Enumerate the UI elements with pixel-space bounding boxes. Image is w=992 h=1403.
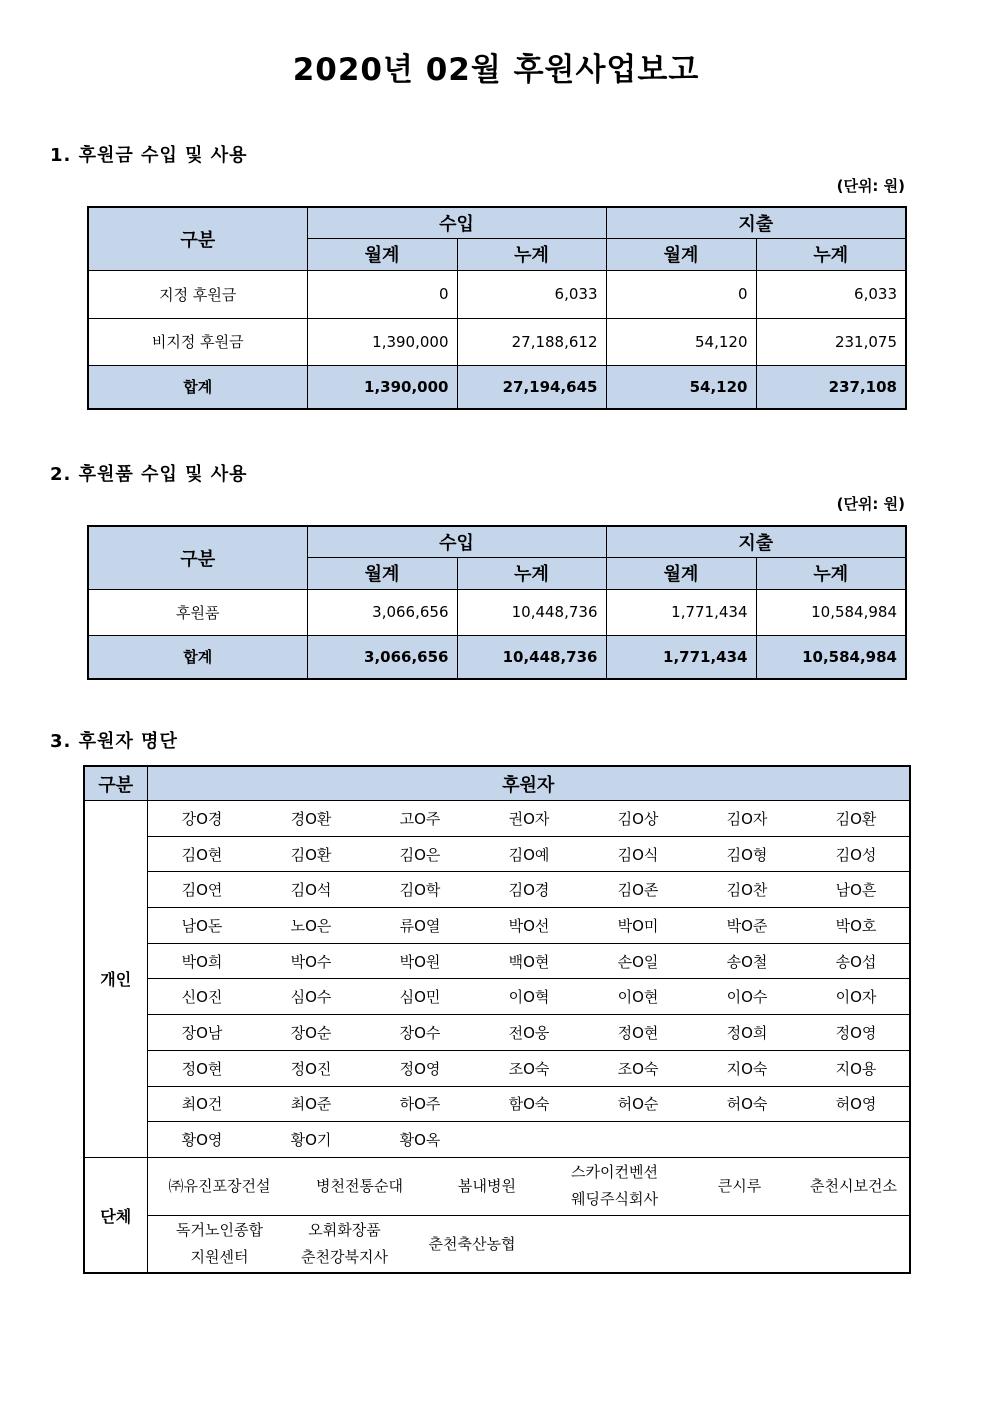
section2-unit: (단위: 원) bbox=[836, 495, 905, 513]
donor-name: 박O호 bbox=[835, 916, 877, 935]
donor-name: 심O수 bbox=[290, 988, 332, 1007]
income-monthly-header: 월계 bbox=[307, 238, 457, 270]
donor-row bbox=[84, 1122, 910, 1158]
donor-name: 류O열 bbox=[399, 916, 441, 935]
donor-name: 정O진 bbox=[290, 1059, 332, 1078]
donor-name: 허O영 bbox=[835, 1095, 877, 1114]
donor-name: 장O순 bbox=[290, 1023, 332, 1042]
donor-name: 박O선 bbox=[508, 916, 550, 935]
donor-name: 노O은 bbox=[290, 916, 332, 935]
donor-name: 이O자 bbox=[835, 988, 877, 1007]
income-header: 수입 bbox=[307, 526, 606, 557]
donor-name: 백O현 bbox=[508, 952, 550, 971]
section2-heading: 2. 후원품 수입 및 사용 bbox=[50, 464, 248, 485]
donor-name: 강O경 bbox=[181, 809, 223, 828]
donor-name: 김O식 bbox=[617, 845, 659, 864]
income-month-value: 3,066,656 bbox=[307, 589, 457, 635]
donor-name: 박O준 bbox=[726, 916, 768, 935]
organization-name: 병천전통순대 bbox=[316, 1176, 403, 1195]
donor-name: 송O철 bbox=[726, 952, 768, 971]
donor-name: 박O희 bbox=[181, 952, 223, 971]
organization-name: 봄내병원 bbox=[458, 1176, 516, 1195]
donor-name: 김O성 bbox=[835, 845, 877, 864]
income-cumulative-header: 누계 bbox=[457, 557, 606, 589]
expense-cum-value: 231,075 bbox=[756, 318, 906, 365]
income-cum-value: 10,448,736 bbox=[457, 589, 606, 635]
donor-name: 조O숙 bbox=[508, 1059, 550, 1078]
donation-money-table bbox=[87, 206, 907, 410]
table-row bbox=[88, 270, 906, 318]
donor-name: 송O섭 bbox=[835, 952, 877, 971]
donor-name: 김O환 bbox=[290, 845, 332, 864]
donor-name: 황O기 bbox=[290, 1131, 332, 1150]
donor-row bbox=[84, 1086, 910, 1122]
donor-name: 장O남 bbox=[181, 1023, 223, 1042]
donor-list-table bbox=[83, 765, 911, 1274]
expense-header: 지출 bbox=[606, 207, 906, 238]
expense-cumulative-header: 누계 bbox=[756, 557, 906, 589]
expense-month-value: 1,771,434 bbox=[606, 589, 756, 635]
donor-name: 황O옥 bbox=[399, 1131, 441, 1150]
donor-name: 신O진 bbox=[181, 988, 223, 1007]
row-label: 지정 후원금 bbox=[88, 270, 307, 318]
donor-name: 정O희 bbox=[726, 1023, 768, 1042]
donor-name: 박O수 bbox=[290, 952, 332, 971]
donor-name: 지O용 bbox=[835, 1059, 877, 1078]
organization-name: 오휘화장품 춘천강북지사 bbox=[301, 1221, 388, 1267]
donor-name: 정O영 bbox=[835, 1023, 877, 1042]
table-row bbox=[88, 589, 906, 635]
income-month-value: 1,390,000 bbox=[307, 318, 457, 365]
donor-category-header: 구분 bbox=[84, 766, 147, 801]
organization-name: 큰시루 bbox=[717, 1176, 762, 1195]
donor-header: 후원자 bbox=[147, 766, 910, 801]
group-category: 단체 bbox=[84, 1157, 147, 1273]
donor-name: 박O미 bbox=[617, 916, 659, 935]
row-label: 후원품 bbox=[88, 589, 307, 635]
donor-name: 전O웅 bbox=[508, 1023, 550, 1042]
donor-name: 정O현 bbox=[181, 1059, 223, 1078]
donor-name: 김O존 bbox=[617, 881, 659, 900]
donor-name: 지O숙 bbox=[726, 1059, 768, 1078]
donor-name: 최O건 bbox=[181, 1095, 223, 1114]
donor-name: 김O연 bbox=[181, 881, 223, 900]
section3-heading: 3. 후원자 명단 bbox=[50, 731, 178, 752]
income-month-value: 0 bbox=[307, 270, 457, 318]
donor-name: 김O예 bbox=[508, 845, 550, 864]
donation-goods-table bbox=[87, 525, 907, 680]
donor-name: 장O수 bbox=[399, 1023, 441, 1042]
section1-heading: 1. 후원금 수입 및 사용 bbox=[50, 145, 248, 166]
donor-name: 고O주 bbox=[399, 809, 441, 828]
donor-name: 김O환 bbox=[835, 809, 877, 828]
group-row bbox=[84, 1215, 910, 1273]
total-expense-month: 54,120 bbox=[606, 365, 756, 409]
donor-name: 권O자 bbox=[508, 809, 550, 828]
donor-name: 김O찬 bbox=[726, 881, 768, 900]
total-expense-month: 1,771,434 bbox=[606, 635, 756, 679]
expense-header: 지출 bbox=[606, 526, 906, 557]
income-cumulative-header: 누계 bbox=[457, 238, 606, 270]
donor-name: 김O경 bbox=[508, 881, 550, 900]
donor-row bbox=[84, 943, 910, 979]
organization-name: 춘천시보건소 bbox=[810, 1176, 897, 1195]
donor-row bbox=[84, 801, 910, 837]
income-header: 수입 bbox=[307, 207, 606, 238]
individual-category: 개인 bbox=[84, 801, 147, 1158]
donor-name: 정O현 bbox=[617, 1023, 659, 1042]
total-income-month: 1,390,000 bbox=[307, 365, 457, 409]
donor-name: 경O환 bbox=[290, 809, 332, 828]
total-label: 합계 bbox=[88, 635, 307, 679]
donor-row bbox=[84, 836, 910, 872]
donor-name: 함O숙 bbox=[508, 1095, 550, 1114]
group-row bbox=[84, 1157, 910, 1215]
donor-row bbox=[84, 1050, 910, 1086]
donor-name: 남O흔 bbox=[835, 881, 877, 900]
total-expense-cum: 237,108 bbox=[756, 365, 906, 409]
category-header: 구분 bbox=[88, 526, 307, 589]
donor-name: 이O혁 bbox=[508, 988, 550, 1007]
expense-cum-value: 6,033 bbox=[756, 270, 906, 318]
donor-name: 김O상 bbox=[617, 809, 659, 828]
income-cum-value: 27,188,612 bbox=[457, 318, 606, 365]
category-header: 구분 bbox=[88, 207, 307, 270]
expense-monthly-header: 월계 bbox=[606, 238, 756, 270]
donor-name: 손O일 bbox=[617, 952, 659, 971]
expense-cumulative-header: 누계 bbox=[756, 238, 906, 270]
total-expense-cum: 10,584,984 bbox=[756, 635, 906, 679]
expense-monthly-header: 월계 bbox=[606, 557, 756, 589]
donor-name: 이O수 bbox=[726, 988, 768, 1007]
donor-row bbox=[84, 872, 910, 908]
donor-row bbox=[84, 908, 910, 944]
donor-name: 허O순 bbox=[617, 1095, 659, 1114]
expense-month-value: 54,120 bbox=[606, 318, 756, 365]
donor-name: 조O숙 bbox=[617, 1059, 659, 1078]
organization-name: ㈜유진포장건설 bbox=[168, 1176, 271, 1195]
row-label: 비지정 후원금 bbox=[88, 318, 307, 365]
total-row bbox=[88, 365, 906, 409]
donor-name: 김O석 bbox=[290, 881, 332, 900]
donor-name: 이O현 bbox=[617, 988, 659, 1007]
total-income-cum: 27,194,645 bbox=[457, 365, 606, 409]
total-label: 합계 bbox=[88, 365, 307, 409]
donor-name: 김O현 bbox=[181, 845, 223, 864]
donor-row bbox=[84, 979, 910, 1015]
page-title: 2020년 02월 후원사업보고 bbox=[292, 52, 700, 88]
donor-name: 심O민 bbox=[399, 988, 441, 1007]
donor-name: 김O자 bbox=[726, 809, 768, 828]
donor-row bbox=[84, 1015, 910, 1051]
income-monthly-header: 월계 bbox=[307, 557, 457, 589]
total-row bbox=[88, 635, 906, 679]
donor-name: 정O영 bbox=[399, 1059, 441, 1078]
donor-name: 박O원 bbox=[399, 952, 441, 971]
income-cum-value: 6,033 bbox=[457, 270, 606, 318]
total-income-cum: 10,448,736 bbox=[457, 635, 606, 679]
donor-name: 허O숙 bbox=[726, 1095, 768, 1114]
donor-name: 김O은 bbox=[399, 845, 441, 864]
expense-cum-value: 10,584,984 bbox=[756, 589, 906, 635]
donor-name: 남O돈 bbox=[181, 916, 223, 935]
expense-month-value: 0 bbox=[606, 270, 756, 318]
donor-name: 김O형 bbox=[726, 845, 768, 864]
donor-name: 김O학 bbox=[399, 881, 441, 900]
donor-name: 최O준 bbox=[290, 1095, 332, 1114]
donor-name: 황O영 bbox=[181, 1131, 223, 1150]
table-row bbox=[88, 318, 906, 365]
organization-name: 춘천축산농협 bbox=[428, 1234, 516, 1253]
donor-name: 하O주 bbox=[399, 1095, 441, 1114]
total-income-month: 3,066,656 bbox=[307, 635, 457, 679]
section1-unit: (단위: 원) bbox=[836, 177, 905, 195]
organization-name: 스카이컨벤션 웨딩주식회사 bbox=[571, 1163, 658, 1209]
organization-name: 독거노인종합 지원센터 bbox=[176, 1221, 263, 1267]
